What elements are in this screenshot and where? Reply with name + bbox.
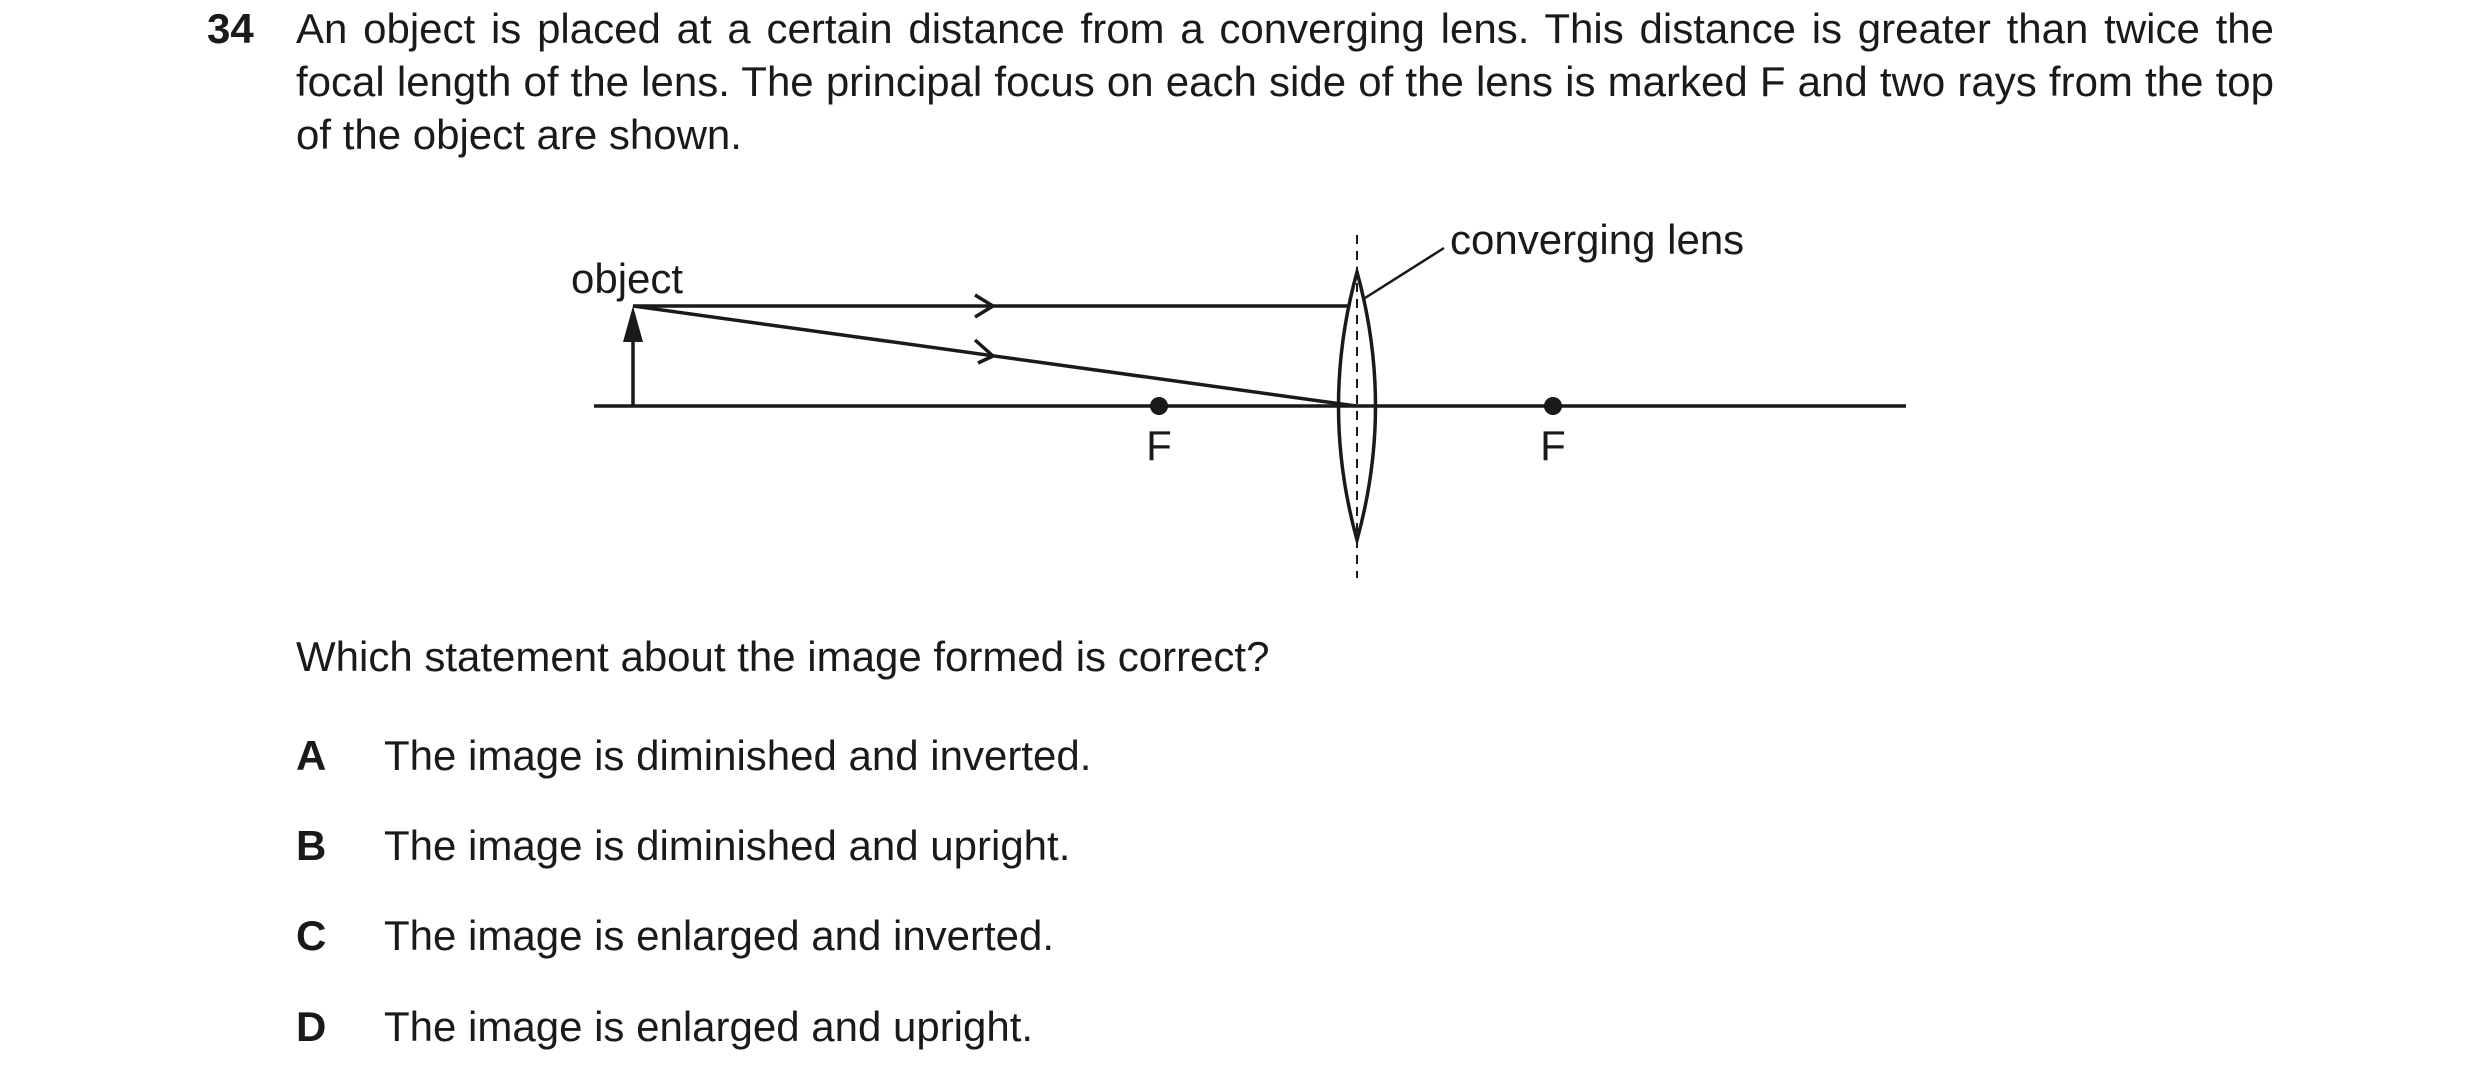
object-label: object [571,255,684,302]
question-prompt: Which statement about the image formed is correct? [296,633,1270,680]
question-number: 34 [207,5,254,52]
ray-through-centre-arrowhead [975,340,993,363]
focus-left-point [1150,397,1168,415]
option-text: The image is diminished and upright. [384,822,1071,869]
object-arrow-head [623,306,643,342]
question-stem: An object is placed at a certain distance from a converging lens. This distance is greater than twice the focal length of the lens. The principal focus on each side of the lens is marked F and two rays from the top of the object are shown. [296,5,2274,158]
option-text: The image is diminished and inverted. [384,732,1092,779]
lens-label: converging lens [1450,216,1745,263]
focus-right-point [1544,397,1562,415]
option-text: The image is enlarged and upright. [384,1003,1034,1050]
option-letter: A [296,732,327,779]
option-letter: C [296,912,327,959]
option-letter: B [296,822,327,869]
focus-left-label: F [1146,422,1172,469]
focus-right-label: F [1540,422,1566,469]
option-letter: D [296,1003,327,1050]
option-text: The image is enlarged and inverted. [384,912,1055,959]
lens-label-leader [1365,248,1444,298]
